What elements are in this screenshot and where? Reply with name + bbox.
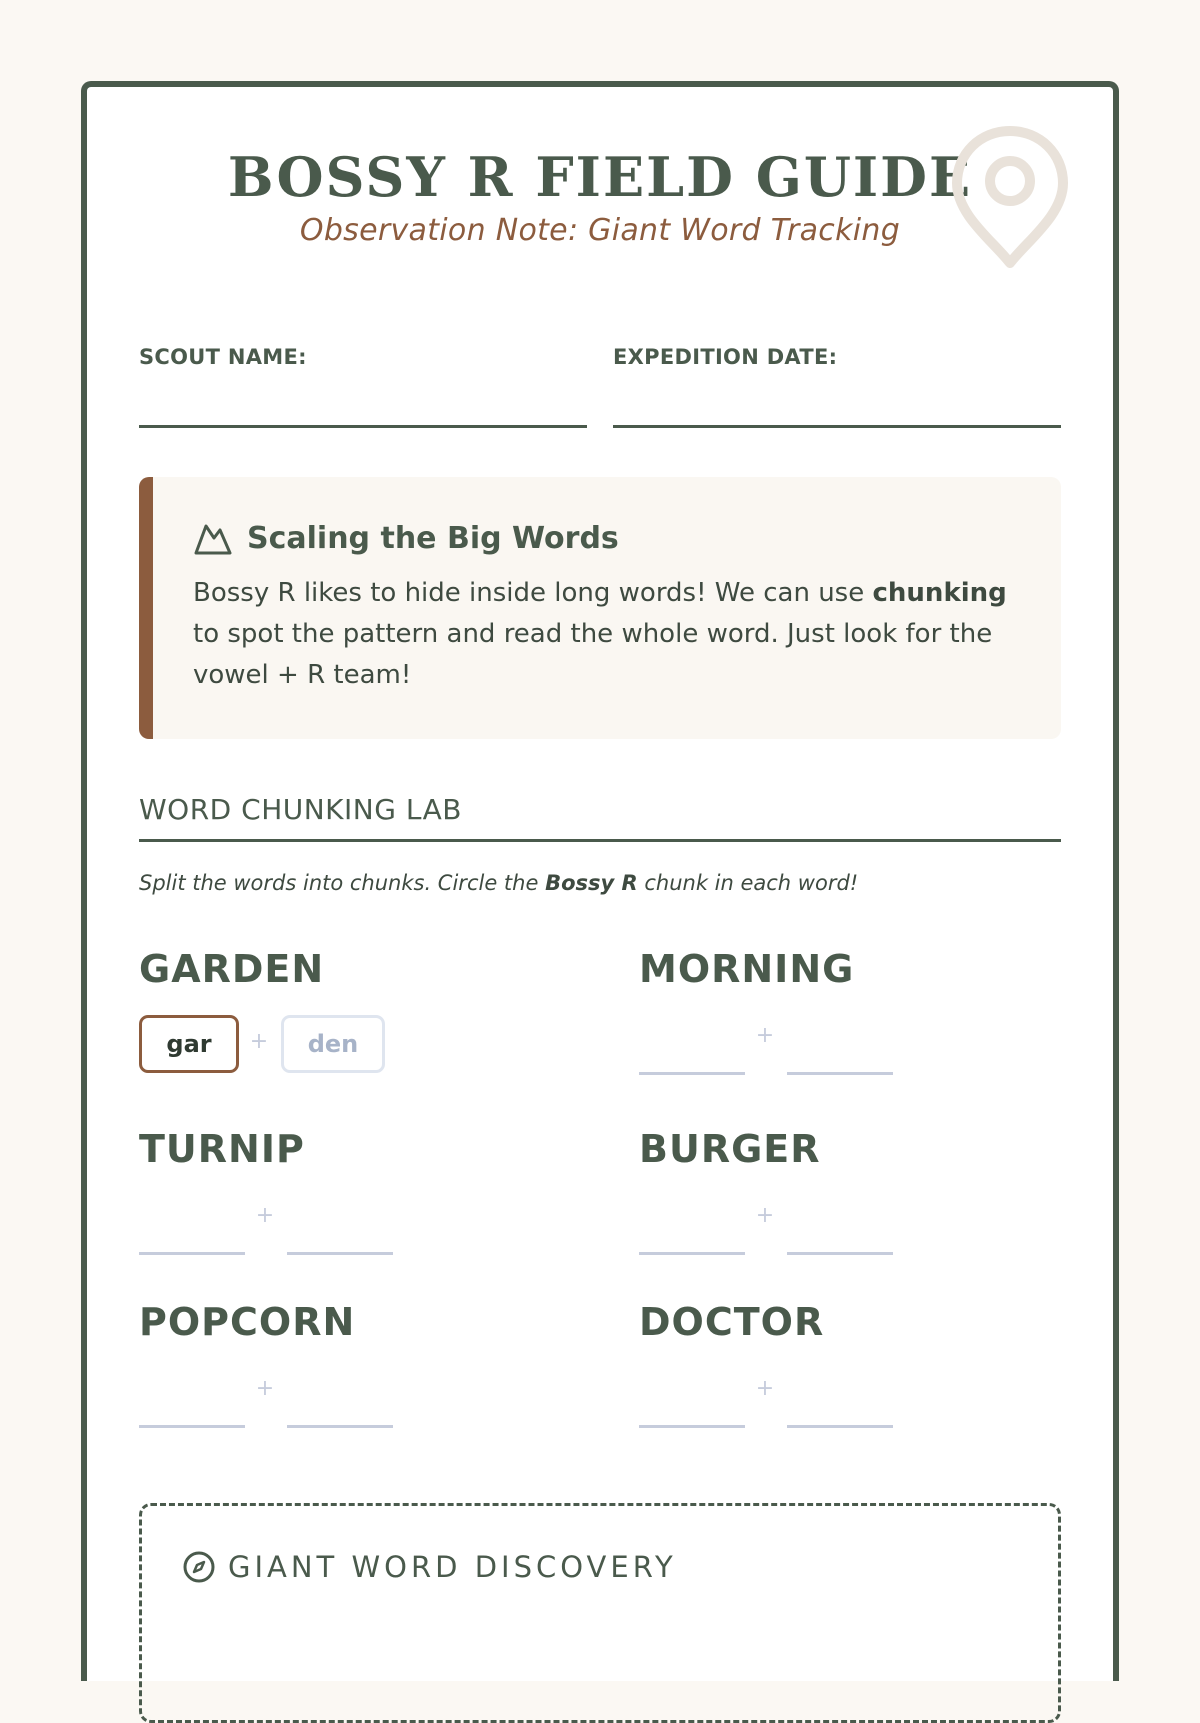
scout-name-label: SCOUT NAME: [139, 345, 307, 369]
word-item-popcorn [139, 1300, 579, 1401]
chunk-row [639, 1015, 1079, 1075]
plus-sign: + [755, 1023, 775, 1048]
chunk-blank[interactable] [139, 1252, 245, 1255]
chunk-blank[interactable] [639, 1252, 745, 1255]
plus-sign: + [255, 1203, 275, 1228]
instruction-bold: Bossy R [545, 871, 638, 895]
mountain-icon [193, 522, 233, 556]
chunk-row [639, 1368, 1079, 1428]
section-title: WORD CHUNKING LAB [139, 793, 462, 826]
chunk-row [639, 1195, 1079, 1255]
page-title: BOSSY R FIELD GUIDE [227, 145, 973, 209]
tip-callout [139, 477, 1061, 739]
chunk-blank[interactable] [639, 1425, 745, 1428]
callout-body-start: Bossy R likes to hide inside long words! We can use [193, 578, 873, 608]
word-item-burger [639, 1127, 1079, 1228]
page-subtitle: Observation Note: Giant Word Tracking [299, 213, 901, 248]
word-label: DOCTOR [639, 1300, 825, 1344]
callout-accent-bar [139, 477, 153, 739]
callout-body [193, 573, 1013, 696]
word-label: GARDEN [139, 947, 325, 991]
chunk-blank[interactable] [287, 1252, 393, 1255]
chunk-blank[interactable] [139, 1425, 245, 1428]
word-item-turnip [139, 1127, 579, 1228]
chunk-blank[interactable] [787, 1425, 893, 1428]
word-item-garden [139, 947, 579, 1058]
chunk-chip: den [281, 1015, 385, 1073]
discovery-heading [182, 1550, 677, 1584]
discovery-title: GIANT WORD DISCOVERY [228, 1550, 677, 1584]
expedition-date-label: EXPEDITION DATE: [613, 345, 838, 369]
plus-sign: + [249, 1029, 269, 1054]
chunk-blank[interactable] [287, 1425, 393, 1428]
expedition-date-field[interactable] [613, 345, 1061, 369]
chunk-row [139, 1015, 579, 1075]
chunk-blank[interactable] [639, 1072, 745, 1075]
expedition-date-line[interactable] [613, 425, 1061, 428]
scout-name-field[interactable] [139, 345, 587, 369]
lab-instruction [139, 871, 1061, 895]
worksheet [81, 81, 1119, 1681]
section-divider [139, 839, 1061, 842]
scout-name-line[interactable] [139, 425, 587, 428]
chunk-blank[interactable] [787, 1252, 893, 1255]
word-label: POPCORN [139, 1300, 356, 1344]
compass-icon [182, 1550, 216, 1584]
callout-heading [193, 521, 619, 556]
callout-title: Scaling the Big Words [247, 521, 619, 556]
discovery-box [139, 1503, 1061, 1723]
word-item-doctor [639, 1300, 1079, 1401]
word-item-morning [639, 947, 1079, 1048]
map-pin-icon [949, 123, 1071, 271]
chunk-row [139, 1368, 579, 1428]
instruction-end: chunk in each word! [637, 871, 859, 895]
plus-sign: + [755, 1376, 775, 1401]
instruction-start: Split the words into chunks. Circle the [139, 871, 546, 895]
word-label: BURGER [639, 1127, 821, 1171]
plus-sign: + [755, 1203, 775, 1228]
callout-body-bold: chunking [872, 578, 1007, 608]
callout-body-end: to spot the pattern and read the whole word. Just look for the vowel + R team! [193, 619, 993, 690]
plus-sign: + [255, 1376, 275, 1401]
word-label: MORNING [639, 947, 855, 991]
word-label: TURNIP [139, 1127, 305, 1171]
chunk-blank[interactable] [787, 1072, 893, 1075]
chunk-chip-circled: gar [139, 1015, 239, 1073]
chunk-row [139, 1195, 579, 1255]
